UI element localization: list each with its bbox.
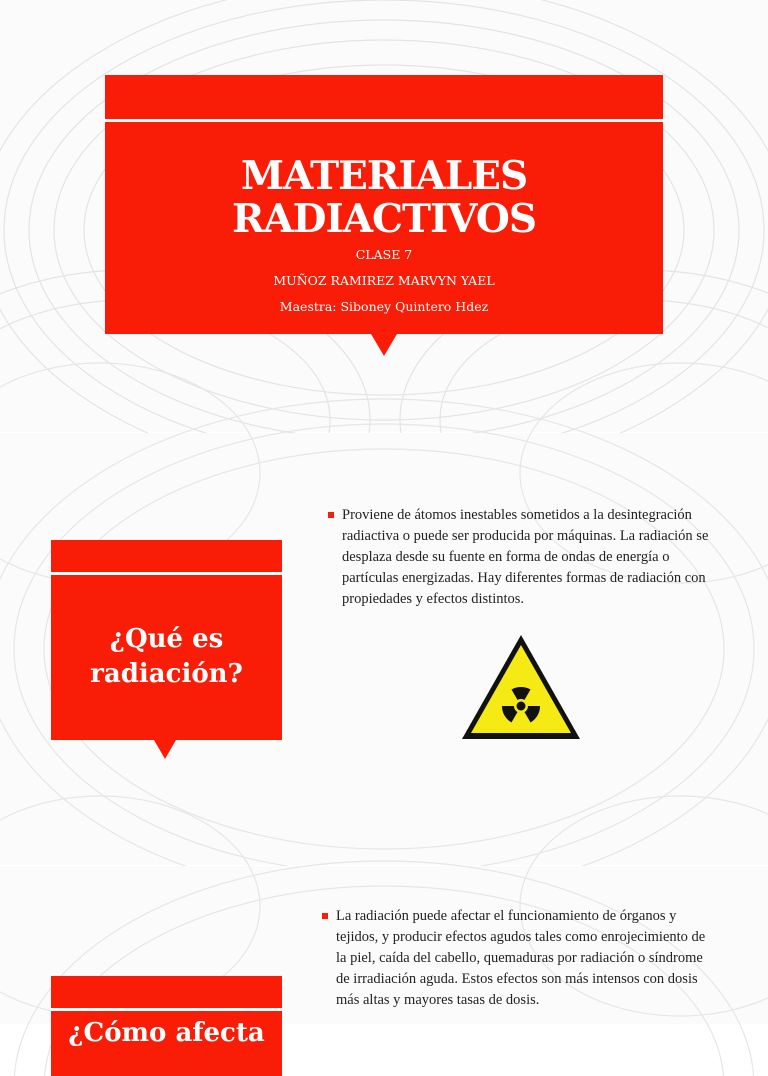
section-heading-panel [51,976,282,1076]
title-line-1: MATERIALES [240,153,528,199]
teacher-name: Maestra: Siboney Quintero Hdez [279,299,489,314]
heading-line-1: ¿Qué es [109,624,224,654]
title-line-2: RADIACTIVOS [231,196,536,242]
author-name: MUÑOZ RAMIREZ MARVYN YAEL [273,273,495,288]
title-slide [0,0,768,432]
panel-pointer [371,334,397,356]
definition-slide [0,433,768,865]
bullet-text: La radiación puede afectar el funcionamiento de órganos y tejidos, y producir efectos agudos tales como enrojecimiento de la piel, caída del cabello, quemaduras por radiación o síndrome de irradiación aguda. Estos efectos son más intensos con dosis más altas y mayores tasas de dosis. [336,908,706,1008]
bullet-item [336,906,716,1011]
section-heading [51,622,282,692]
panel-divider [105,119,663,122]
class-label: CLASE 7 [355,247,413,262]
section-heading-panel [51,540,282,740]
panel-pointer [154,740,176,759]
effects-slide [0,866,768,1048]
section-heading: ¿Cómo afecta [68,1018,265,1048]
bullet-marker [328,512,334,518]
heading-line-2: radiación? [90,659,243,689]
bullet-text: Proviene de átomos inestables sometidos a la desintegración radiactiva o puede ser producida por máquinas. La radiación se desplaza desde su fuente en forma de ondas de energía o partículas energizadas. Hay diferentes formas de radiación con propiedades y efectos distintos. [342,507,709,607]
panel-divider [51,572,282,575]
slide-title [105,155,663,241]
bullet-item [342,505,712,610]
radiation-warning-icon [459,632,583,742]
bullet-marker [322,913,328,919]
panel-divider [51,1008,282,1011]
title-panel [105,75,663,334]
